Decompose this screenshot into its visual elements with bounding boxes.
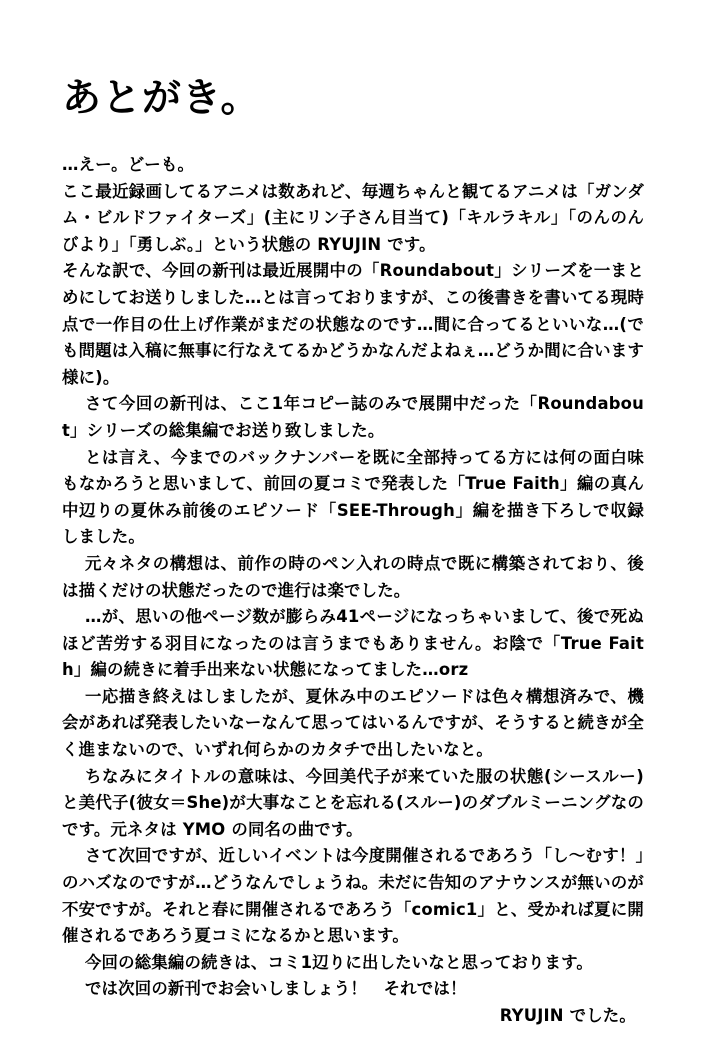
paragraph: とは言え、今までのバックナンバーを既に全部持ってる方には何の面白味もなかろうと思いまして、前回の夏コミで発表した「True Faith」編の真ん中辺りの夏休み前後のエピソード「SEE-Through」編を描き下ろしで収録しました。 — [62, 447, 644, 547]
paragraph: 一応描き終えはしましたが、夏休み中のエピソードは色々構想済みで、機会があれば発表したいなーなんて思ってはいるんですが、そうすると続きが全く進まないので、いずれ何らかのカタチで出したいなと。 — [62, 686, 644, 760]
signature: RYUJIN でした。 — [499, 1006, 636, 1025]
paragraph: ここ最近録画してるアニメは数あれど、毎週ちゃんと観てるアニメは「ガンダム・ビルドファイターズ」(主にリン子さん目当て)「キルラキル」「のんのんびより」「勇しぶ。」という状態の RYUJIN です。 — [62, 181, 644, 254]
paragraph: さて次回ですが、近しいイベントは今度開催されるであろう「し～むす！」のハズなのですが…どうなんでしょうね。未だに告知のアナウンスが無いのが不安ですが。それと春に開催されるであろう「comic1」と、受かれば夏に開催されるであろう夏コミになるかと思います。 — [62, 846, 644, 946]
afterword-body — [62, 152, 644, 1030]
paragraph: では次回の新刊でお会いしましょう！ それでは！ — [84, 979, 467, 999]
paragraph: 元々ネタの構想は、前作の時のペン入れの時点で既に構築されており、後は描くだけの状態だったので進行は楽でした。 — [62, 553, 644, 600]
paragraph: …えー。どーも。 — [62, 155, 195, 174]
paragraph: ちなみにタイトルの意味は、今回美代子が来ていた服の状態(シースルー)と美代子(彼女＝She)が大事なことを忘れる(スルー)のダブルミーニングなのです。元ネタは YMO の同名の曲です。 — [62, 766, 644, 839]
paragraph: …が、思いの他ページ数が膨らみ41ページになっちゃいまして、後で死ぬほど苦労する羽目になったのは言うまでもありません。お陰で「True Faith」編の続きに着手出来ない状態になってました…orz — [62, 607, 644, 680]
page-title: あとがき。 — [62, 76, 261, 121]
paragraph: そんな訳で、今回の新刊は最近展開中の「Roundabout」シリーズを一まとめにしてお送りしました…とは言っておりますが、この後書きを書いてる現時点で一作目の仕上げ作業がまだの状態なのです…間に合ってるといいな…(でも問題は入稿に無事に行なえてるかどうかなんだよねぇ…どうか間に合います様に)。 — [62, 261, 644, 387]
paragraph: 今回の総集編の続きは、コミ1辺りに出したいなと思っております。 — [84, 952, 593, 972]
paragraph: さて今回の新刊は、ここ1年コピー誌のみで展開中だった「Roundabout」シリーズの総集編でお送り致しました。 — [62, 394, 644, 440]
